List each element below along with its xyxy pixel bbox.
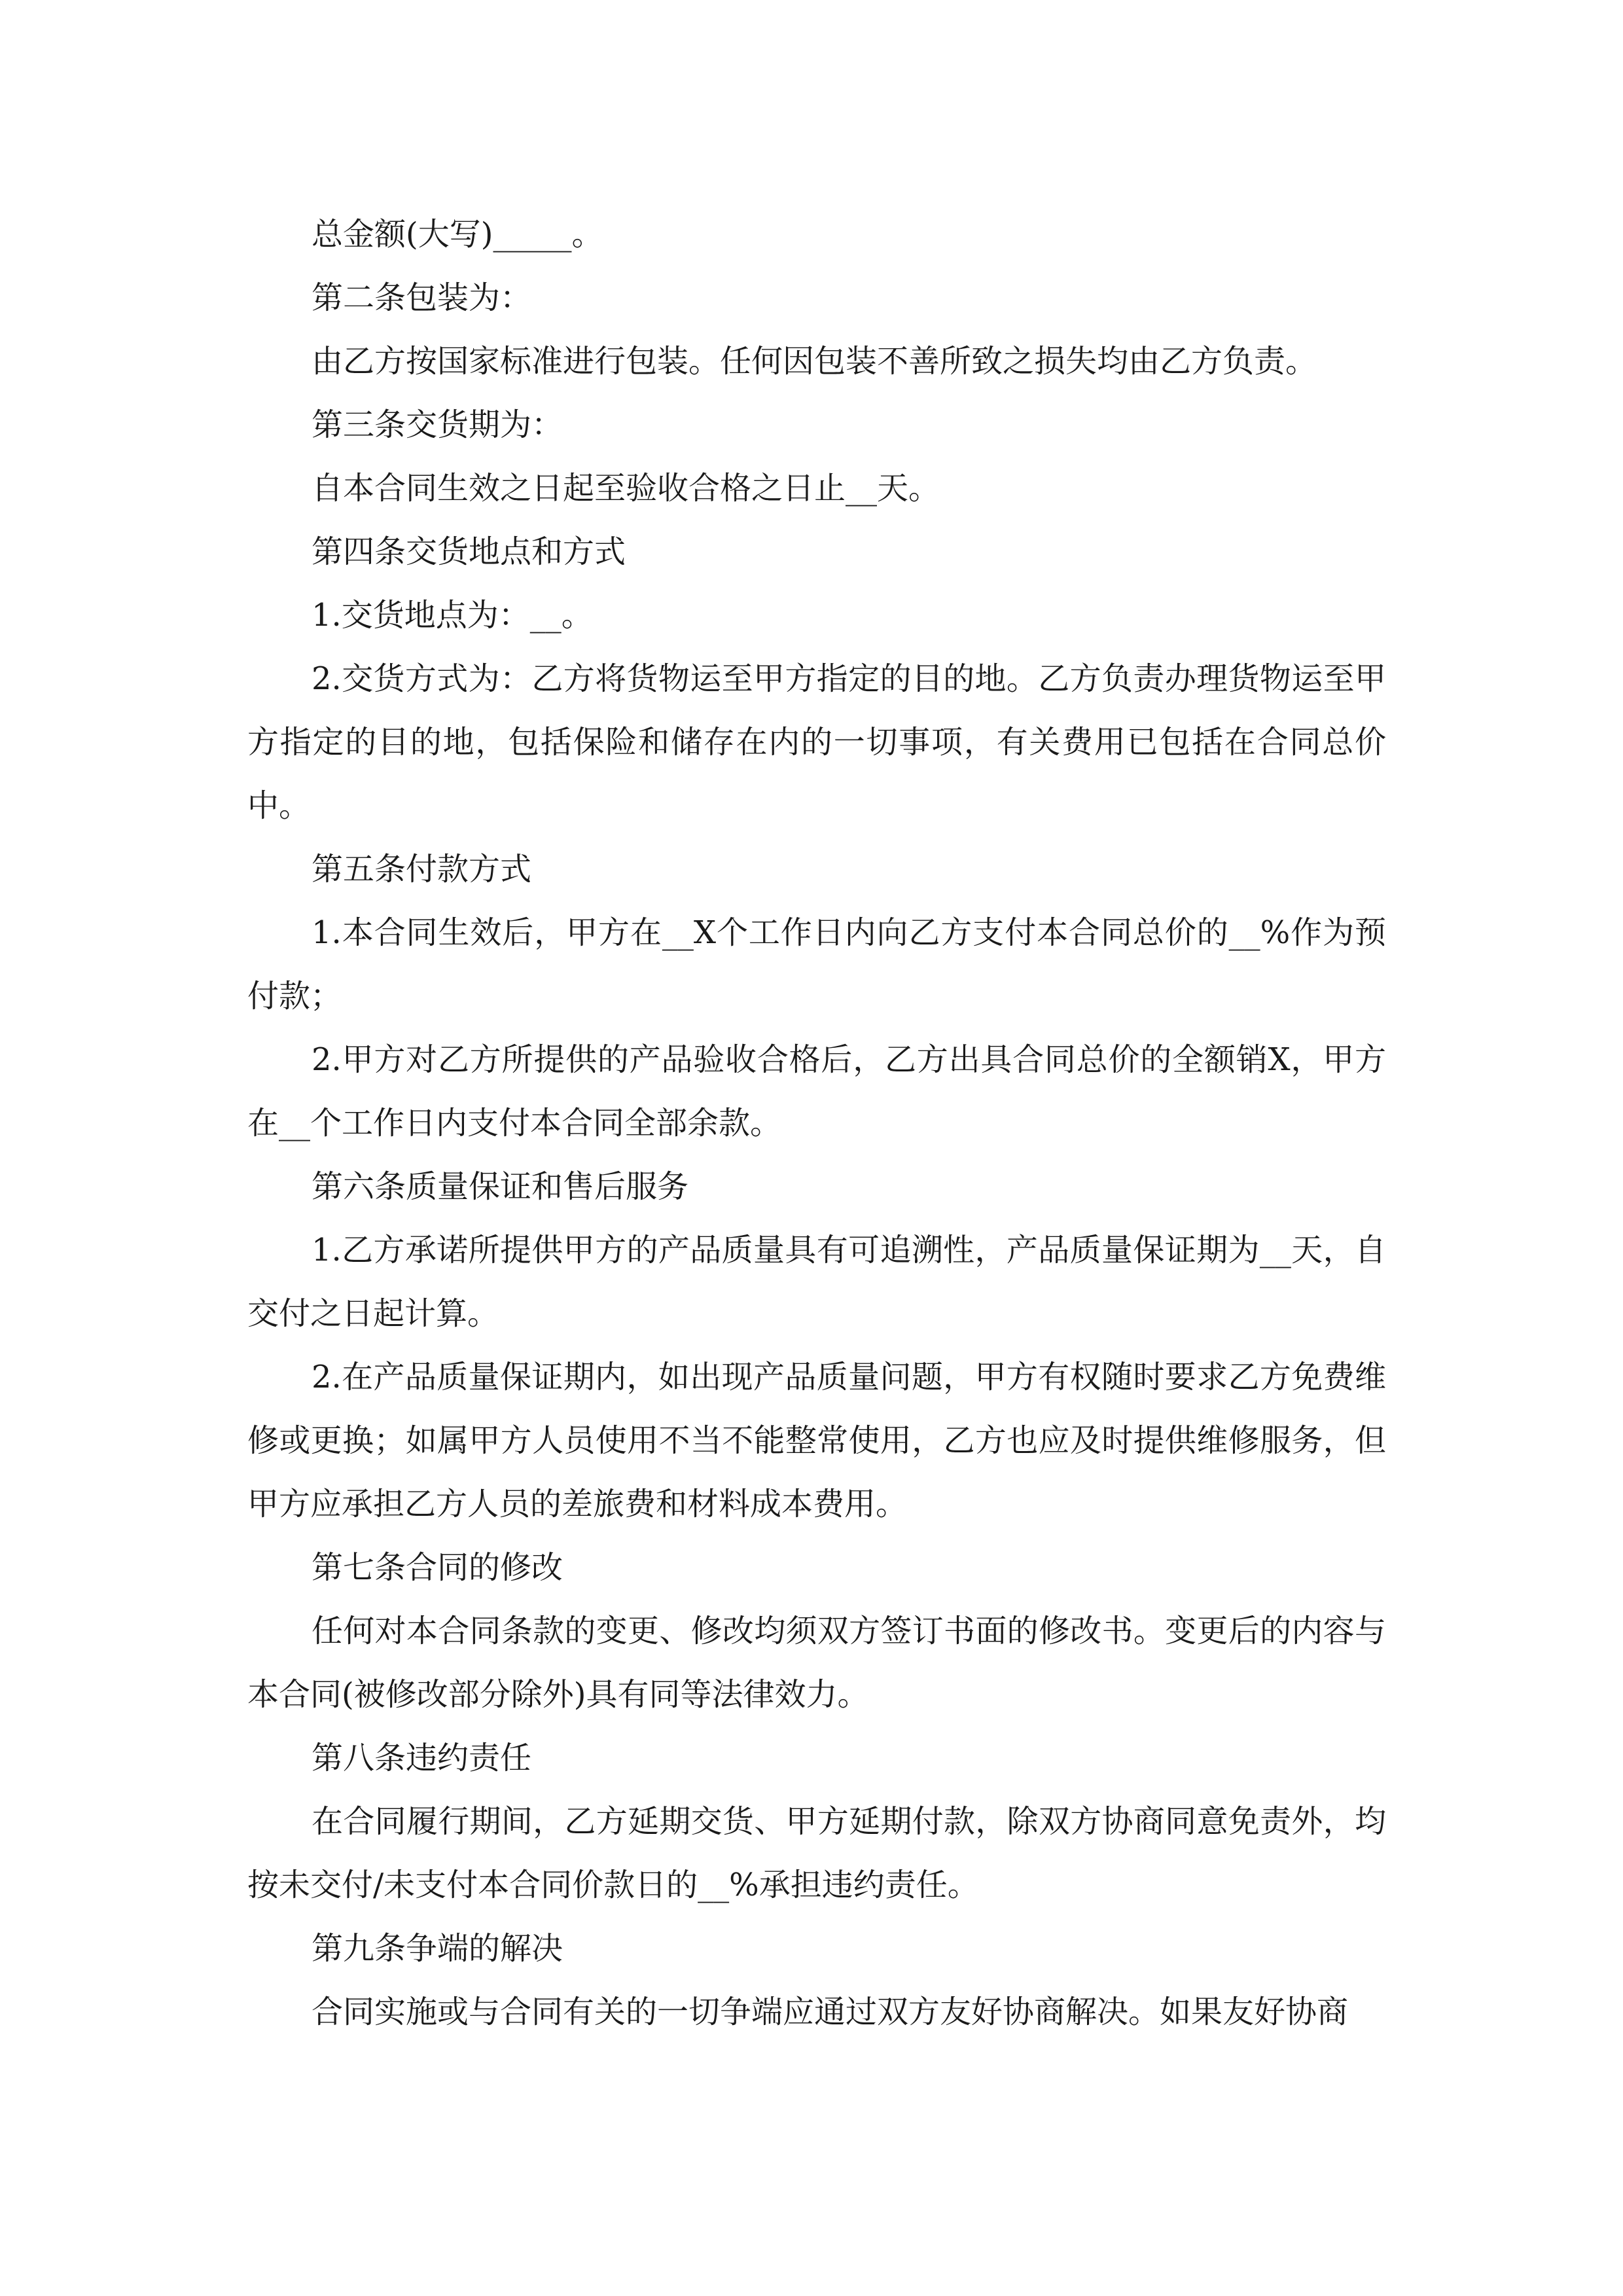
paragraph-delivery-period: 自本合同生效之日起至验收合格之日止__天。 xyxy=(312,470,940,507)
heading-article-9-disputes: 第九条争端的解决 xyxy=(312,1930,563,1967)
paragraph-payment-1: 1.本合同生效后，甲方在__X个工作日内向乙方支付本合同总价的__%作为预付款； xyxy=(247,914,1386,1014)
heading-article-4-delivery-place: 第四条交货地点和方式 xyxy=(312,533,626,570)
paragraph-payment-2: 2.甲方对乙方所提供的产品验收合格后，乙方出具合同总价的全额销X，甲方在__个工作日内支付本合同全部余款。 xyxy=(247,1041,1386,1141)
paragraph-delivery-method: 2.交货方式为：乙方将货物运至甲方指定的目的地。乙方负责办理货物运至甲方指定的目的地，包括保险和储存在内的一切事项，有关费用已包括在合同总价中。 xyxy=(247,660,1386,824)
paragraph-packaging: 由乙方按国家标准进行包装。任何因包装不善所致之损失均由乙方负责。 xyxy=(312,343,1317,380)
document-body xyxy=(247,203,1386,2044)
heading-article-7-amendment: 第七条合同的修改 xyxy=(312,1549,563,1586)
heading-article-8-liability: 第八条违约责任 xyxy=(312,1740,532,1776)
paragraph-delivery-place: 1.交货地点为：__。 xyxy=(312,597,593,634)
heading-article-6-quality: 第六条质量保证和售后服务 xyxy=(312,1168,689,1205)
paragraph-total-amount: 总金额(大写)_____。 xyxy=(312,216,603,253)
paragraph-disputes: 合同实施或与合同有关的一切争端应通过双方友好协商解决。如果友好协商 xyxy=(312,1994,1349,2030)
heading-article-5-payment: 第五条付款方式 xyxy=(312,851,532,888)
paragraph-amendment: 任何对本合同条款的变更、修改均须双方签订书面的修改书。变更后的内容与本合同(被修改部分除外)具有同等法律效力。 xyxy=(247,1613,1386,1713)
paragraph-quality-2: 2.在产品质量保证期内，如出现产品质量问题，甲方有权随时要求乙方免费维修或更换；如属甲方人员使用不当不能整常使用，乙方也应及时提供维修服务，但甲方应承担乙方人员的差旅费和材料成本费用。 xyxy=(247,1359,1386,1522)
heading-article-3-delivery-period: 第三条交货期为： xyxy=(312,406,563,443)
heading-article-2-packaging: 第二条包装为： xyxy=(312,279,532,316)
paragraph-liability: 在合同履行期间，乙方延期交货、甲方延期付款，除双方协商同意免责外，均按未交付/未支付本合同价款日的__%承担违约责任。 xyxy=(247,1803,1386,1903)
paragraph-quality-1: 1.乙方承诺所提供甲方的产品质量具有可追溯性，产品质量保证期为__天，自交付之日起计算。 xyxy=(247,1232,1386,1332)
